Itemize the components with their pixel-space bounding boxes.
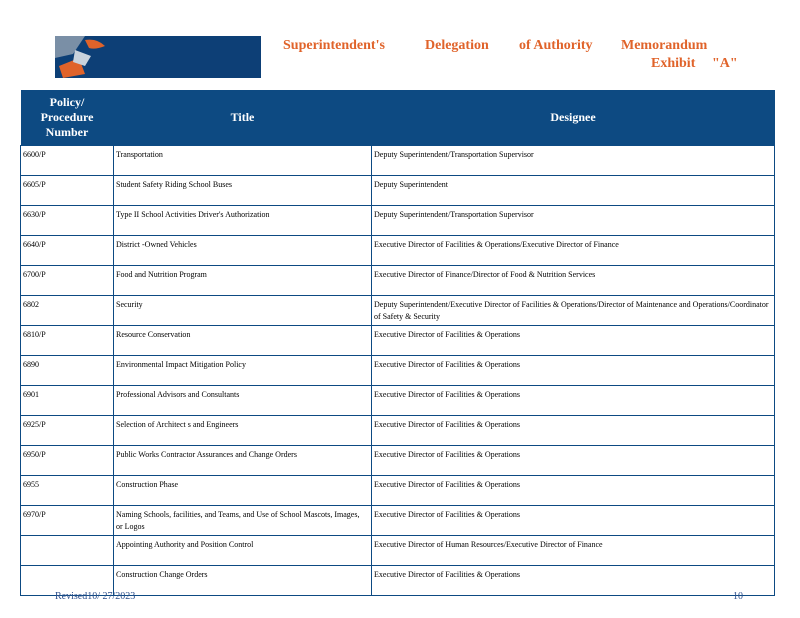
- delegation-table: [20, 90, 775, 596]
- policy-number: 6955: [21, 476, 114, 506]
- table-row: [21, 206, 775, 236]
- policy-designee: Executive Director of Facilities & Operations: [372, 356, 775, 386]
- header-title-word-4: Memorandum: [621, 38, 708, 53]
- policy-designee: Executive Director of Facilities & Operations: [372, 476, 775, 506]
- table-row: [21, 176, 775, 206]
- policy-designee: Executive Director of Facilities & Operations: [372, 566, 775, 596]
- column-header-designee: Designee: [372, 90, 775, 146]
- policy-designee: Deputy Superintendent/Transportation Supervisor: [372, 206, 775, 236]
- policy-title: Appointing Authority and Position Control: [114, 536, 372, 566]
- policy-designee: Executive Director of Facilities & Operations/Executive Director of Finance: [372, 236, 775, 266]
- policy-title: Construction Change Orders: [114, 566, 372, 596]
- table-row: [21, 266, 775, 296]
- table-row: [21, 506, 775, 536]
- policy-title: Security: [114, 296, 372, 326]
- policy-title: Student Safety Riding School Buses: [114, 176, 372, 206]
- policy-title: Professional Advisors and Consultants: [114, 386, 372, 416]
- table-row: [21, 416, 775, 446]
- policy-title: Construction Phase: [114, 476, 372, 506]
- policy-title: Transportation: [114, 146, 372, 176]
- table-row: [21, 146, 775, 176]
- revised-date: Revised10/ 27/2023: [55, 591, 136, 602]
- policy-designee: Executive Director of Human Resources/Executive Director of Finance: [372, 536, 775, 566]
- policy-designee: Executive Director of Facilities & Operations: [372, 446, 775, 476]
- table-row: [21, 356, 775, 386]
- header-title-word-3: of Authority: [519, 38, 593, 53]
- policy-title: Selection of Architect s and Engineers: [114, 416, 372, 446]
- policy-title: Public Works Contractor Assurances and Change Orders: [114, 446, 372, 476]
- header-title-word-1: Superintendent's: [283, 38, 385, 53]
- header-title-word-6: "A": [712, 56, 738, 71]
- policy-number: 6810/P: [21, 326, 114, 356]
- header-title-word-5: Exhibit: [651, 56, 696, 71]
- table-row: [21, 296, 775, 326]
- column-header-title: Title: [114, 90, 372, 146]
- policy-number: 6630/P: [21, 206, 114, 236]
- policy-number: 6901: [21, 386, 114, 416]
- policy-designee: Deputy Superintendent/Transportation Supervisor: [372, 146, 775, 176]
- policy-designee: Deputy Superintendent: [372, 176, 775, 206]
- page-number: 10: [733, 591, 743, 602]
- district-logo: [55, 36, 261, 78]
- policy-designee: Executive Director of Facilities & Operations: [372, 506, 775, 536]
- policy-designee: Deputy Superintendent/Executive Director of Facilities & Operations/Director of Maintenance and Operations/Coordinator of Safety & Security: [372, 296, 775, 326]
- policy-title: Naming Schools, facilities, and Teams, and Use of School Mascots, Images, or Logos: [114, 506, 372, 536]
- policy-number: 6640/P: [21, 236, 114, 266]
- delegation-table-wrapper: [20, 90, 774, 596]
- policy-designee: Executive Director of Facilities & Operations: [372, 326, 775, 356]
- header-title-word-2: Delegation: [425, 38, 489, 53]
- policy-number: 6950/P: [21, 446, 114, 476]
- logo-graphic: [55, 36, 261, 78]
- policy-title: Environmental Impact Mitigation Policy: [114, 356, 372, 386]
- policy-number: 6700/P: [21, 266, 114, 296]
- table-row: [21, 446, 775, 476]
- policy-title: Resource Conservation: [114, 326, 372, 356]
- policy-number: 6605/P: [21, 176, 114, 206]
- policy-number: 6970/P: [21, 506, 114, 536]
- table-row: [21, 236, 775, 266]
- policy-designee: Executive Director of Finance/Director of Food & Nutrition Services: [372, 266, 775, 296]
- policy-title: Type II School Activities Driver's Authorization: [114, 206, 372, 236]
- policy-designee: Executive Director of Facilities & Operations: [372, 386, 775, 416]
- column-header-number: Policy/ Procedure Number: [21, 90, 114, 146]
- policy-number: 6890: [21, 356, 114, 386]
- policy-number: 6802: [21, 296, 114, 326]
- table-row: [21, 476, 775, 506]
- policy-title: Food and Nutrition Program: [114, 266, 372, 296]
- table-row: [21, 326, 775, 356]
- table-row: [21, 536, 775, 566]
- policy-number: 6925/P: [21, 416, 114, 446]
- policy-number: 6600/P: [21, 146, 114, 176]
- policy-title: District -Owned Vehicles: [114, 236, 372, 266]
- table-row: [21, 386, 775, 416]
- table-header-row: [21, 90, 775, 146]
- policy-number: [21, 536, 114, 566]
- policy-designee: Executive Director of Facilities & Operations: [372, 416, 775, 446]
